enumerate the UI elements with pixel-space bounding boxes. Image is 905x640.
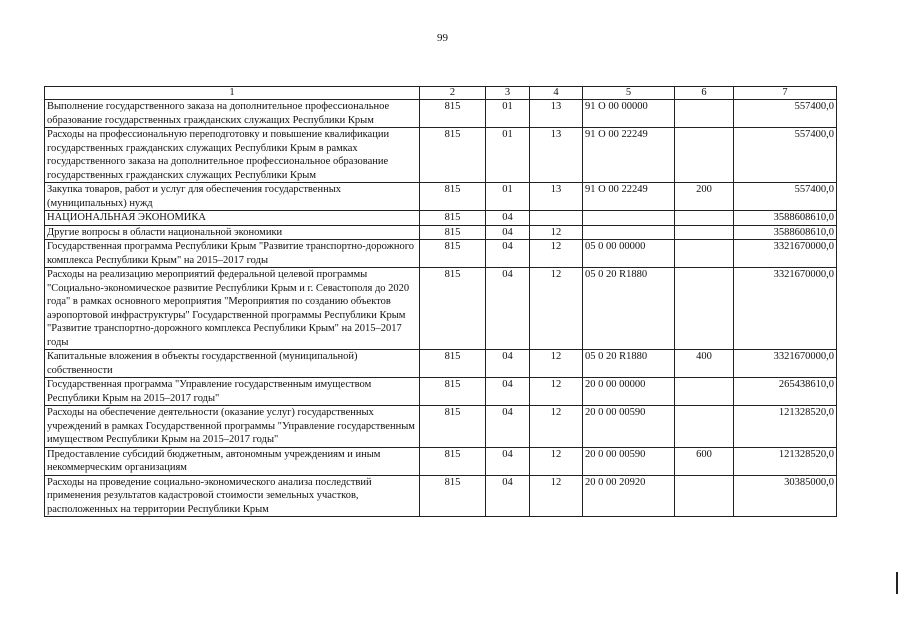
expense-type-code: [675, 128, 734, 183]
target-article-code: 05 0 20 R1880: [583, 268, 675, 350]
row-name: Государственная программа Республики Крым "Развитие транспортно-дорожного комплекса Республики Крым" на 2015–2017 годы: [45, 240, 420, 268]
section-code: 04: [486, 378, 530, 406]
subsection-code: 12: [530, 240, 583, 268]
column-header: 5: [583, 87, 675, 100]
ministry-code: 815: [420, 268, 486, 350]
column-header: 3: [486, 87, 530, 100]
target-article-code: 05 0 00 00000: [583, 240, 675, 268]
subsection-code: 12: [530, 350, 583, 378]
table-row: [45, 100, 837, 128]
table-row: [45, 378, 837, 406]
subsection-code: 12: [530, 225, 583, 240]
expense-type-code: [675, 406, 734, 448]
ministry-code: 815: [420, 128, 486, 183]
amount: 121328520,0: [734, 447, 837, 475]
amount: 557400,0: [734, 100, 837, 128]
section-code: 04: [486, 211, 530, 226]
table-row: [45, 447, 837, 475]
amount: 3321670000,0: [734, 268, 837, 350]
column-header: 2: [420, 87, 486, 100]
column-header: 6: [675, 87, 734, 100]
expense-type-code: [675, 378, 734, 406]
section-code: 04: [486, 475, 530, 517]
subsection-code: 12: [530, 406, 583, 448]
column-header: 1: [45, 87, 420, 100]
expense-type-code: [675, 475, 734, 517]
page-number: 99: [437, 32, 448, 44]
section-code: 04: [486, 350, 530, 378]
row-name: Государственная программа "Управление государственным имуществом Республики Крым на 2015–2017 годы": [45, 378, 420, 406]
ministry-code: 815: [420, 211, 486, 226]
row-name: Капитальные вложения в объекты государственной (муниципальной) собственности: [45, 350, 420, 378]
amount: 3321670000,0: [734, 240, 837, 268]
subsection-code: 12: [530, 447, 583, 475]
section-code: 01: [486, 128, 530, 183]
target-article-code: 05 0 20 R1880: [583, 350, 675, 378]
ministry-code: 815: [420, 378, 486, 406]
table-row: [45, 475, 837, 517]
header-row: [45, 87, 837, 100]
table-row: [45, 211, 837, 226]
ministry-code: 815: [420, 100, 486, 128]
amount: 265438610,0: [734, 378, 837, 406]
ministry-code: 815: [420, 406, 486, 448]
target-article-code: [583, 225, 675, 240]
target-article-code: 20 0 00 00590: [583, 447, 675, 475]
amount: 30385000,0: [734, 475, 837, 517]
ministry-code: 815: [420, 183, 486, 211]
subsection-code: 12: [530, 475, 583, 517]
subsection-code: 13: [530, 128, 583, 183]
budget-table: [44, 86, 837, 517]
amount: 121328520,0: [734, 406, 837, 448]
table-row: [45, 128, 837, 183]
amount: 557400,0: [734, 183, 837, 211]
ministry-code: 815: [420, 447, 486, 475]
expense-type-code: [675, 240, 734, 268]
expense-type-code: [675, 100, 734, 128]
table-row: [45, 183, 837, 211]
row-name: Предоставление субсидий бюджетным, автономным учреждениям и иным некоммерческим организациям: [45, 447, 420, 475]
target-article-code: 91 О 00 00000: [583, 100, 675, 128]
row-name: Расходы на реализацию мероприятий федеральной целевой программы "Социально-экономическое развитие Республики Крым и г. Севастополя до 2020 года" в рамках основного мероприятия "Мероприятия по созданию объектов аэропортовой инфраструктуры" Государственной программы Республики Крым "Развитие транспортно-дорожного комплекса Республики Крым" на 2015–2017 годы: [45, 268, 420, 350]
ministry-code: 815: [420, 225, 486, 240]
row-name: НАЦИОНАЛЬНАЯ ЭКОНОМИКА: [45, 211, 420, 226]
section-code: 04: [486, 406, 530, 448]
row-name: Расходы на обеспечение деятельности (оказание услуг) государственных учреждений в рамках Государственной программы "Управление государственным имуществом Республики Крым на 2015–2017 годы": [45, 406, 420, 448]
table-row: [45, 240, 837, 268]
section-code: 04: [486, 268, 530, 350]
table-row: [45, 406, 837, 448]
target-article-code: 20 0 00 00590: [583, 406, 675, 448]
target-article-code: 91 О 00 22249: [583, 128, 675, 183]
row-name: Выполнение государственного заказа на дополнительное профессиональное образование государственных гражданских служащих Республики Крым: [45, 100, 420, 128]
row-name: Другие вопросы в области национальной экономики: [45, 225, 420, 240]
ministry-code: 815: [420, 350, 486, 378]
expense-type-code: [675, 268, 734, 350]
subsection-code: 13: [530, 100, 583, 128]
subsection-code: [530, 211, 583, 226]
subsection-code: 12: [530, 268, 583, 350]
amount: 3588608610,0: [734, 211, 837, 226]
table-row: [45, 350, 837, 378]
expense-type-code: [675, 211, 734, 226]
section-code: 01: [486, 100, 530, 128]
column-header: 4: [530, 87, 583, 100]
section-code: 04: [486, 240, 530, 268]
expense-type-code: [675, 225, 734, 240]
ministry-code: 815: [420, 475, 486, 517]
subsection-code: 12: [530, 378, 583, 406]
row-name: Закупка товаров, работ и услуг для обеспечения государственных (муниципальных) нужд: [45, 183, 420, 211]
row-name: Расходы на проведение социально-экономического анализа последствий применения результатов кадастровой стоимости земельных участков, расположенных на территории Республики Крым: [45, 475, 420, 517]
column-header: 7: [734, 87, 837, 100]
expense-type-code: 200: [675, 183, 734, 211]
subsection-code: 13: [530, 183, 583, 211]
expense-type-code: 600: [675, 447, 734, 475]
ministry-code: 815: [420, 240, 486, 268]
section-code: 04: [486, 447, 530, 475]
expense-type-code: 400: [675, 350, 734, 378]
amount: 557400,0: [734, 128, 837, 183]
table-row: [45, 225, 837, 240]
amount: 3321670000,0: [734, 350, 837, 378]
target-article-code: [583, 211, 675, 226]
margin-mark: [896, 572, 898, 594]
table-row: [45, 268, 837, 350]
section-code: 01: [486, 183, 530, 211]
target-article-code: 20 0 00 20920: [583, 475, 675, 517]
row-name: Расходы на профессиональную переподготовку и повышение квалификации государственных гражданских служащих Республики Крым в рамках государственного заказа на дополнительное профессиональное образование государственных гражданских служащих Республики Крым: [45, 128, 420, 183]
target-article-code: 91 О 00 22249: [583, 183, 675, 211]
section-code: 04: [486, 225, 530, 240]
target-article-code: 20 0 00 00000: [583, 378, 675, 406]
amount: 3588608610,0: [734, 225, 837, 240]
